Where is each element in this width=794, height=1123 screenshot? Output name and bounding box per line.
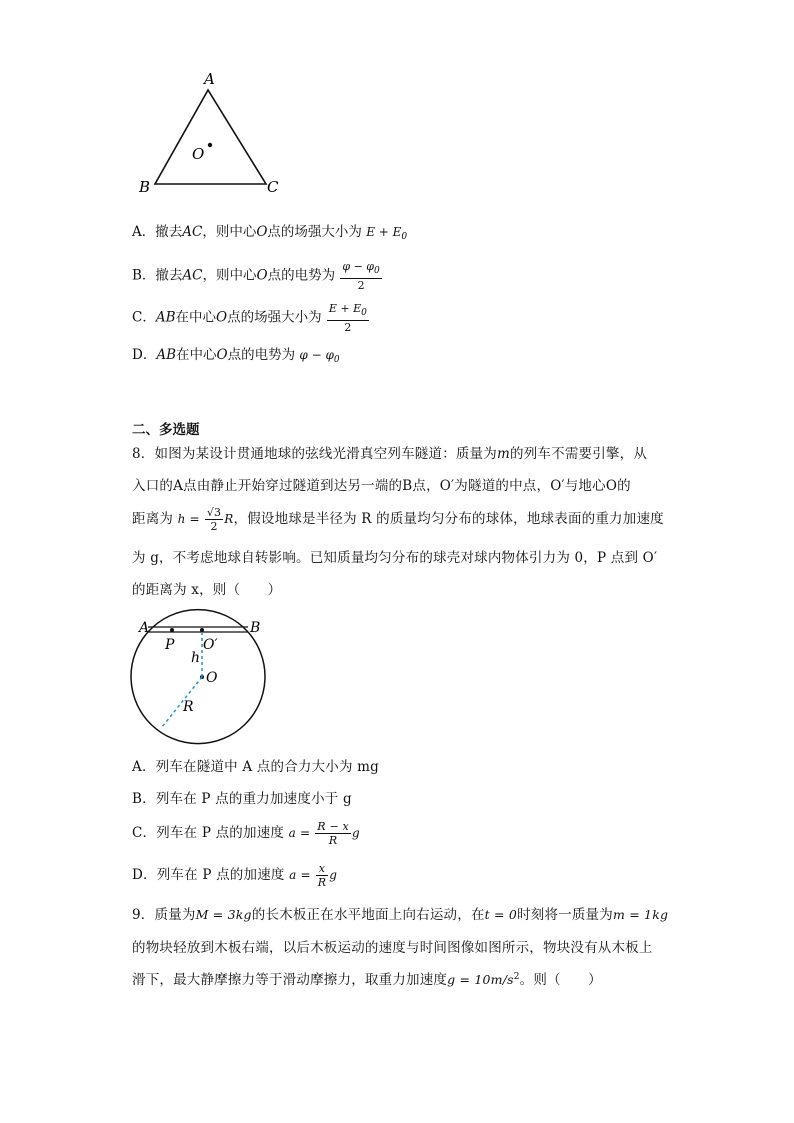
triangle-figure: [130, 62, 290, 202]
q7-option-b: [132, 260, 383, 292]
opt-c-mid: 在中心: [175, 309, 217, 326]
opt-c-ab: AB: [155, 309, 176, 326]
opt-a-mid: ，则中心: [202, 224, 257, 240]
q9-line-3: 滑下，最大静摩擦力等于滑动摩擦力，取重力加速度$g = 10m/s^2$。则（ ）: [132, 972, 602, 988]
opt-b-formula: $\frac{\varphi - \varphi_0}{2}$: [342, 260, 380, 292]
opt-d-ab: AB: [156, 347, 176, 363]
point-p: [170, 628, 174, 632]
opt-b-ac: AC: [182, 267, 203, 284]
q8-line-1: [132, 442, 647, 462]
opt-d-prefix: D．: [132, 347, 157, 363]
q8-line-2: 入口的A点由静止开始穿过隧道到达另一端的B点，O′为隧道的中点，O′与地心O的: [132, 478, 631, 494]
opt-c-o: O: [216, 309, 228, 326]
q8-line-3: [132, 506, 664, 533]
q8-h-formula: h = $\frac{√3}{2}$ R: [177, 506, 234, 533]
q8-option-a: A．列车在隧道中 A 点的合力大小为 mg: [132, 759, 380, 775]
q8-opt-d-text: D．列车在 P 点的加速度: [132, 867, 285, 883]
q9-line3-head: 滑下，最大静摩擦力等于滑动摩擦力，取重力加速度: [132, 972, 448, 988]
q9-gravity: g = 10m/s: [447, 972, 514, 987]
opt-b-prefix: B．撤去: [132, 267, 183, 284]
opt-d-formula: $\varphi - \varphi_0$: [299, 348, 340, 365]
opt-d-o: O: [216, 347, 228, 363]
opt-a-o: O: [256, 224, 268, 240]
q8-opt-c-formula: a = $\frac{R - x}{R}$ g: [288, 820, 360, 847]
section-title-multi-choice: 二、多选题: [132, 422, 200, 438]
q9-line3-tail: 。则（ ）: [519, 972, 602, 988]
q9-small-mass: m = 1kg: [612, 907, 669, 922]
vertex-label-c: C: [267, 178, 279, 196]
q8-line3-tail: ，假设地球是半径为 R 的质量均匀分布的球体，地球表面的重力加速度: [233, 511, 664, 527]
q7-option-c: [132, 302, 370, 334]
q8-option-b: B．列车在 P 点的重力加速度小于 g: [132, 791, 352, 807]
opt-c-formula: $\frac{E + E_0}{2}$: [328, 302, 367, 334]
opt-a-prefix: A．撤去: [132, 224, 183, 240]
q9-time-zero: t = 0: [484, 907, 518, 922]
opt-a-tail: 点的场强大小为: [267, 224, 362, 240]
q9-line1-head: 9．质量为: [132, 907, 196, 923]
q8-line1-text: 8．如图为某设计贯通地球的弦线光滑真空列车隧道：质量为: [132, 446, 497, 462]
opt-d-mid: 在中心: [176, 347, 217, 363]
label-r: R: [183, 699, 194, 715]
label-h: h: [191, 650, 201, 666]
q8-line3-head: 距离为: [132, 511, 174, 527]
q8-opt-c-text: C．列车在 P 点的加速度: [132, 825, 285, 841]
triangle-abc: [155, 90, 266, 184]
opt-a-ac: AC: [182, 224, 203, 240]
label-a: A: [139, 620, 150, 636]
label-p: P: [165, 637, 175, 653]
q9-line1-mid: 的长木板正在水平地面上向右运动，在: [251, 907, 485, 923]
label-o: O: [206, 670, 218, 686]
q7-option-d: [132, 343, 340, 365]
opt-b-o: O: [256, 267, 268, 284]
q8-option-c: [132, 820, 360, 847]
q9-line-1: [132, 903, 668, 923]
label-o-prime: O′: [203, 637, 218, 653]
center-label-o: O: [192, 145, 205, 163]
opt-d-tail: 点的电势为: [227, 347, 296, 363]
center-point-o: [208, 143, 212, 147]
q8-opt-d-formula: a = $\frac{x}{R}$ g: [289, 862, 338, 889]
opt-b-mid: ，则中心: [202, 267, 257, 284]
q9-line1-mid2: 时刻将一质量为: [517, 907, 613, 923]
opt-a-formula: $E + E_0$: [366, 225, 408, 242]
q8-line-4: 为 g，不考虑地球自转影响。已知质量均匀分布的球壳对球内物体引力为 0，P 点到 O′: [132, 550, 658, 566]
point-o-prime: [200, 628, 204, 632]
q8-mass-symbol: m: [497, 446, 511, 462]
q8-line-5: 的距离为 x，则（ ）: [132, 582, 282, 598]
radius-r-line: [162, 677, 202, 727]
q8-option-d: [132, 862, 337, 889]
earth-tunnel-figure: [130, 600, 280, 760]
label-b: B: [250, 620, 261, 636]
q9-line-2: 的物块轻放到木板右端，以后木板运动的速度与时间图像如图所示，物块没有从木板上: [132, 940, 653, 956]
opt-c-prefix: C．: [132, 309, 156, 326]
q9-big-mass: M = 3kg: [195, 907, 252, 922]
vertex-label-b: B: [139, 178, 151, 196]
vertex-label-a: A: [204, 70, 215, 88]
earth-circle: [131, 632, 265, 744]
q7-option-a: [132, 220, 407, 242]
cap-arc: [148, 610, 248, 632]
q8-line1-tail: 的列车不需要引擎，从: [510, 446, 648, 462]
opt-b-tail: 点的电势为: [267, 267, 336, 284]
opt-c-tail: 点的场强大小为: [227, 309, 322, 326]
